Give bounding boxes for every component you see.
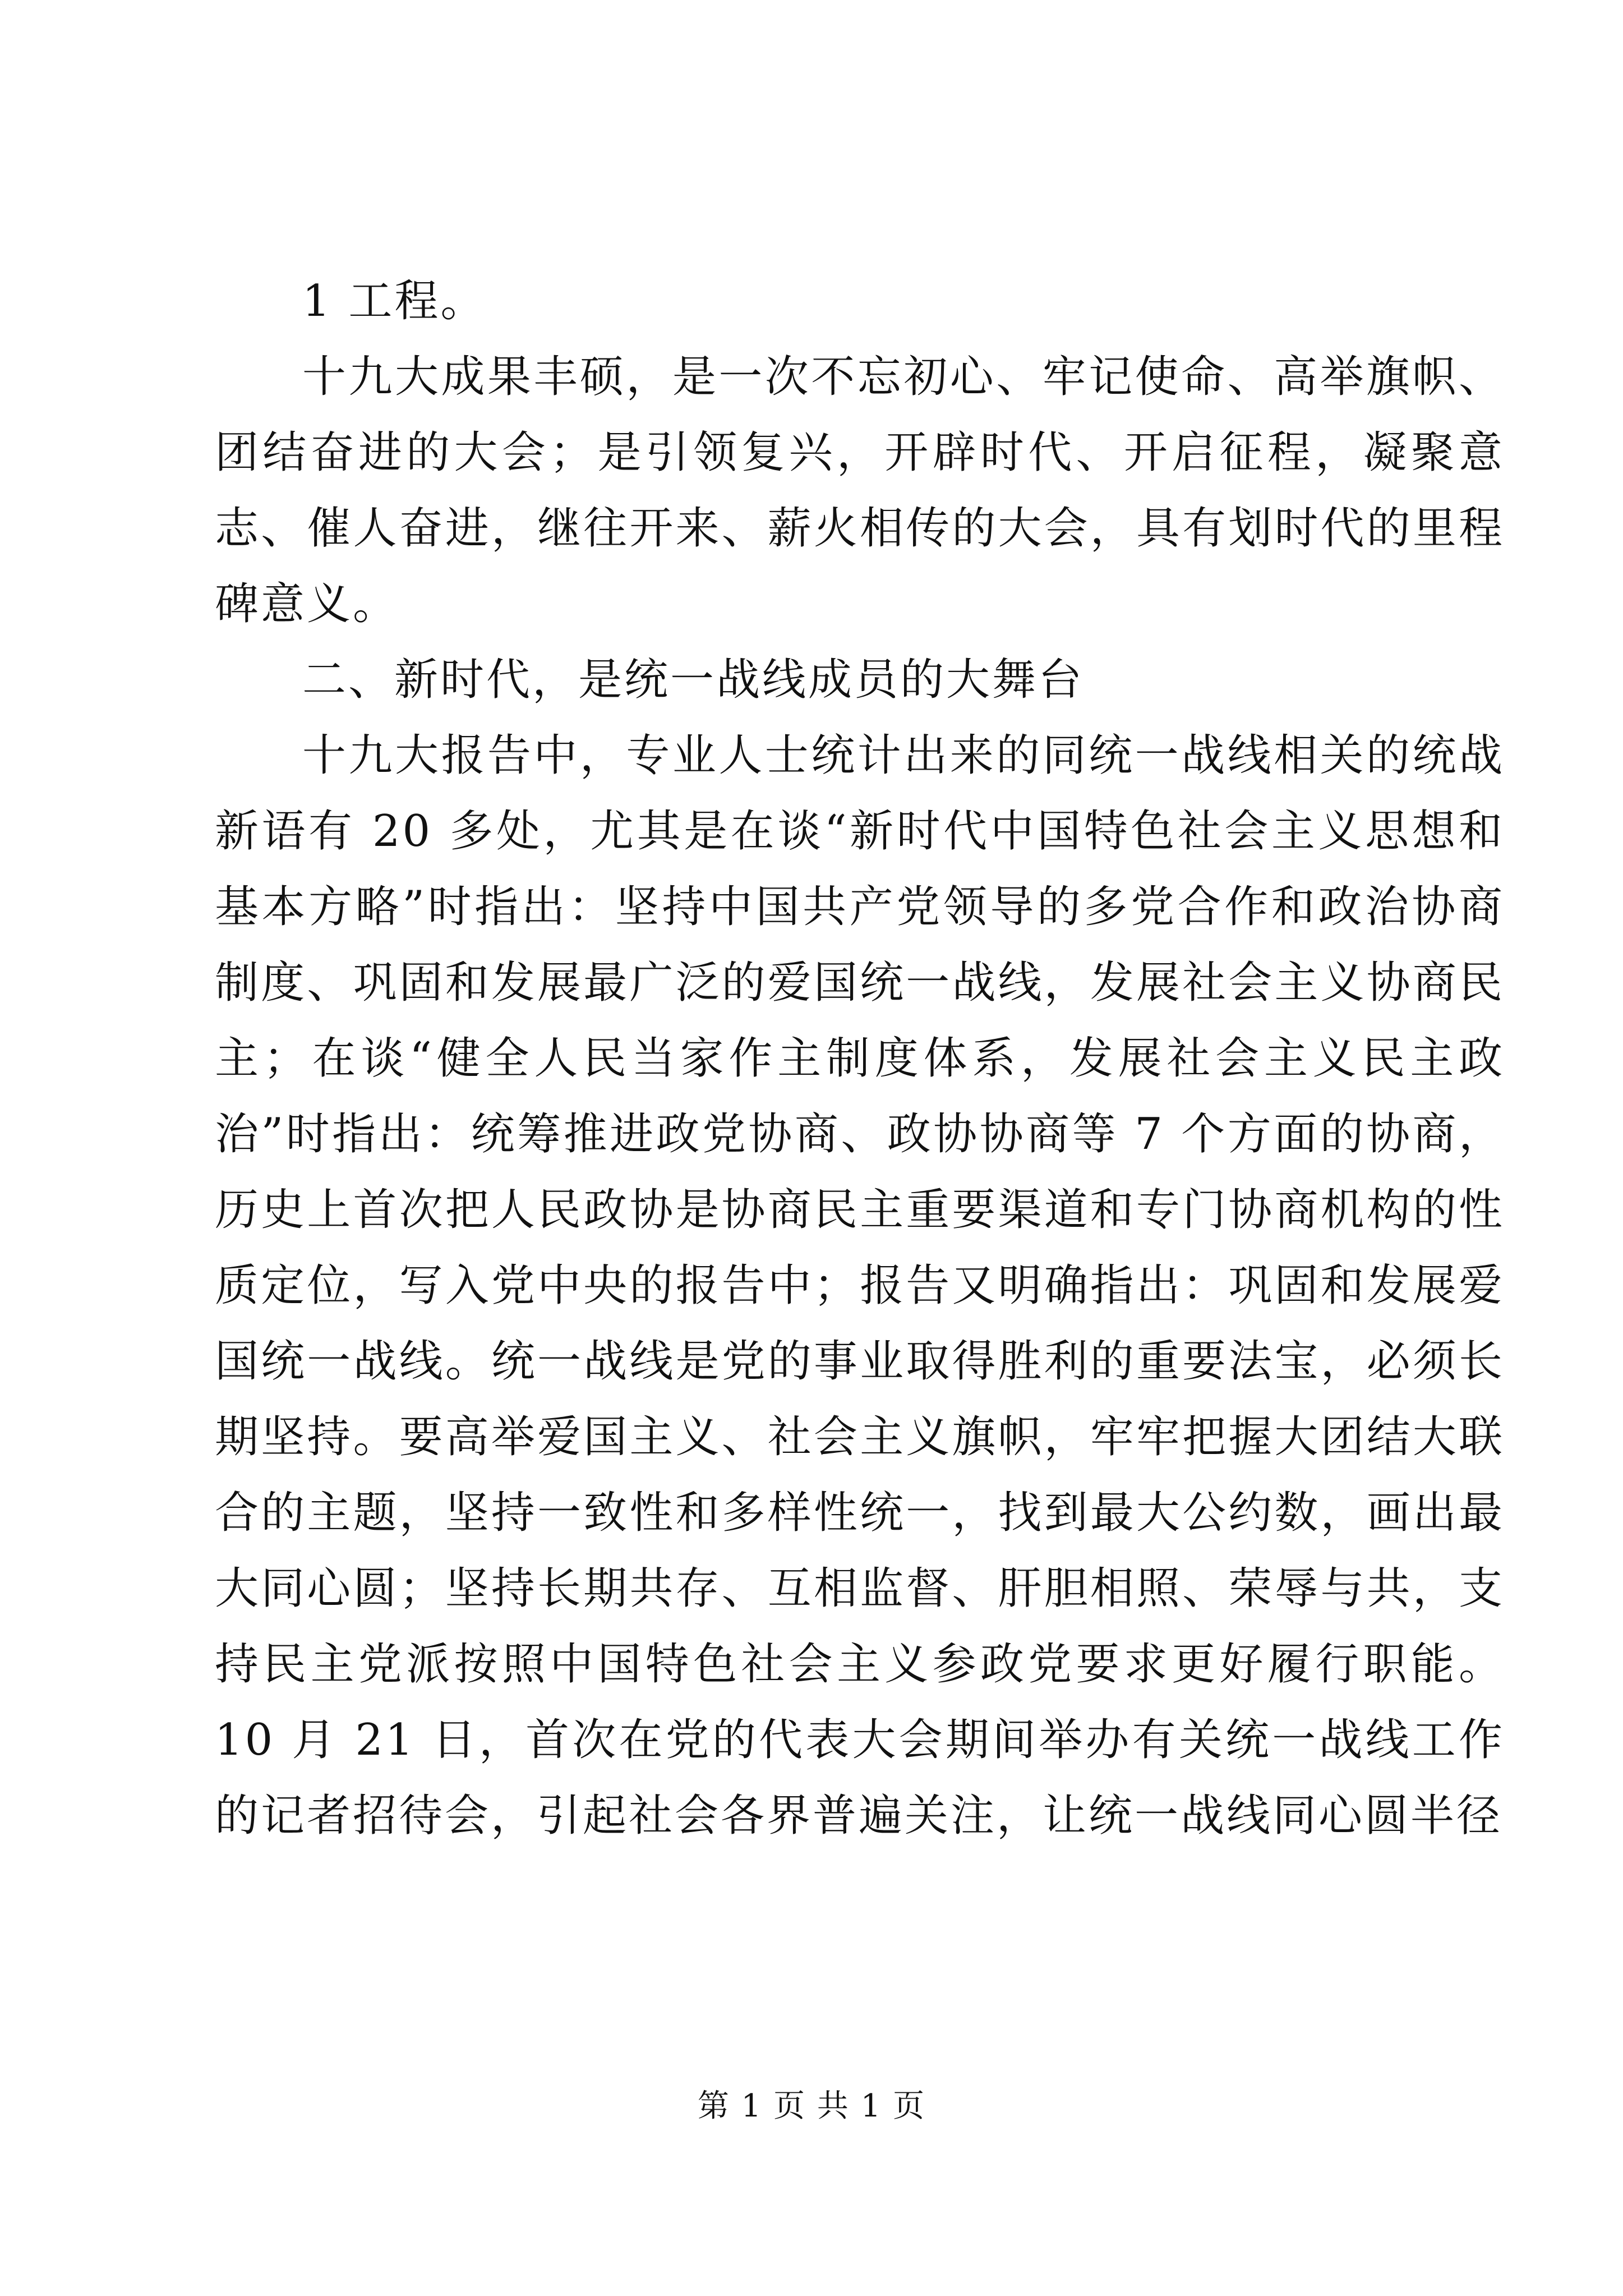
page-footer: 第 1 页 共 1 页 bbox=[697, 2088, 926, 2124]
document-body bbox=[215, 264, 1505, 1854]
paragraph-report: 十九大报告中，专业人士统计出来的同统一战线相关的统战新语有 20 多处，尤其是在谈“新时代中国特色社会主义思想和基本方略”时指出：坚持中国共产党领导的多党合作和政治协商制度、巩固和发展最广泛的爱国统一战线，发展社会主义协商民主；在谈“健全人民当家作主制度体系，发展社会主义民主政治”时指出：统筹推进政党协商、政协协商等 7 个方面的协商，历史上首次把人民政协是协商民主重要渠道和专门协商机构的性质定位，写入党中央的报告中；报告又明确指出：巩固和发展爱国统一战线。统一战线是党的事业取得胜利的重要法宝，必须长期坚持。要高举爱国主义、社会主义旗帜，牢牢把握大团结大联合的主题，坚持一致性和多样性统一，找到最大公约数，画出最大同心圆；坚持长期共存、互相监督、肝胆相照、荣辱与共，支持民主党派按照中国特色社会主义参政党要求更好履行职能。10 月 21 日，首次在党的代表大会期间举办有关统一战线工作的记者招待会，引起社会各界普遍关注，让统一战线同心圆半径 bbox=[215, 730, 1505, 1841]
section-heading: 二、新时代，是统一战线成员的大舞台 bbox=[302, 655, 1085, 705]
paragraph-summary: 十九大成果丰硕，是一次不忘初心、牢记使命、高举旗帜、团结奋进的大会；是引领复兴，开辟时代、开启征程，凝聚意志、催人奋进，继往开来、薪火相传的大会，具有划时代的里程碑意义。 bbox=[215, 352, 1505, 629]
paragraph-continuation: 1 工程。 bbox=[302, 276, 487, 326]
